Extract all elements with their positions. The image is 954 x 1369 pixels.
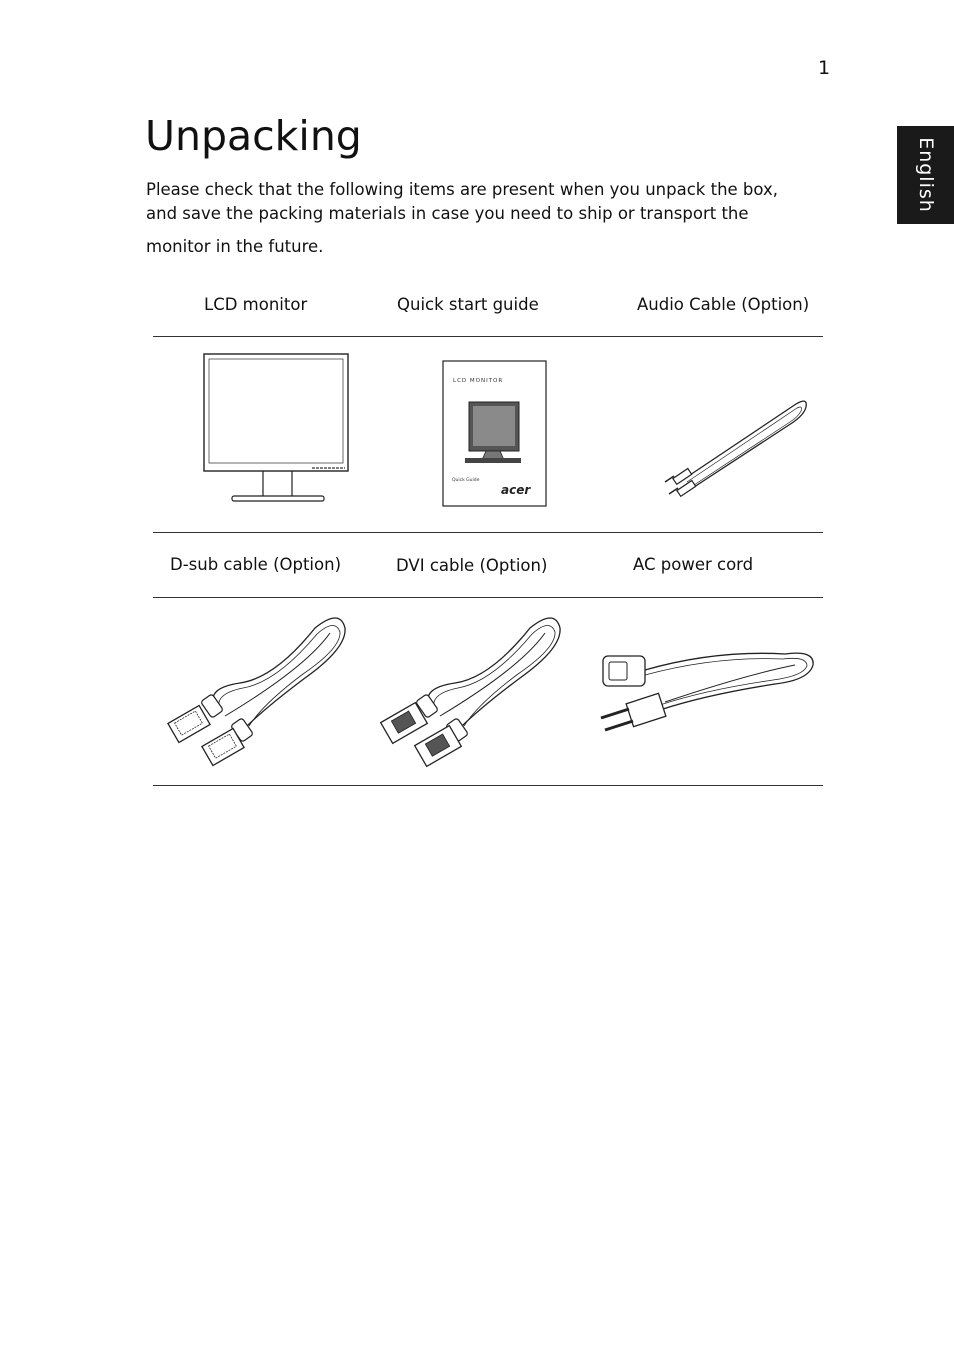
audio-cable-illustration xyxy=(660,395,815,500)
item-label-audio-cable: Audio Cable (Option) xyxy=(637,295,810,314)
dsub-cable-illustration xyxy=(165,608,355,768)
acer-logo: acer xyxy=(501,483,531,497)
page-title: Unpacking xyxy=(145,112,362,160)
dvi-cable-illustration xyxy=(380,608,570,768)
quick-start-guide-illustration xyxy=(442,360,548,508)
guide-cover-heading: LCD MONITOR xyxy=(453,378,504,384)
item-label-dsub-cable: D-sub cable (Option) xyxy=(170,555,342,574)
table-divider xyxy=(153,532,823,533)
guide-cover-subtitle: Quick Guide xyxy=(452,478,480,483)
language-tab xyxy=(897,126,954,224)
ac-power-cord-illustration xyxy=(595,640,820,740)
intro-line-2: and save the packing materials in case you need to ship or transport the xyxy=(146,204,749,223)
item-label-dvi-cable: DVI cable (Option) xyxy=(396,556,548,575)
page-number: 1 xyxy=(818,57,831,79)
lcd-monitor-illustration xyxy=(200,350,355,510)
item-label-lcd-monitor: LCD monitor xyxy=(204,295,308,314)
table-divider xyxy=(153,785,823,786)
table-divider xyxy=(153,336,823,337)
intro-paragraph xyxy=(146,178,826,259)
intro-line-3: monitor in the future. xyxy=(146,237,324,256)
intro-line-1: Please check that the following items are present when you unpack the box, xyxy=(146,180,778,199)
item-label-quick-start-guide: Quick start guide xyxy=(397,295,539,314)
language-tab-label: English xyxy=(914,137,937,213)
item-label-ac-power-cord: AC power cord xyxy=(633,555,754,574)
table-divider xyxy=(153,597,823,598)
